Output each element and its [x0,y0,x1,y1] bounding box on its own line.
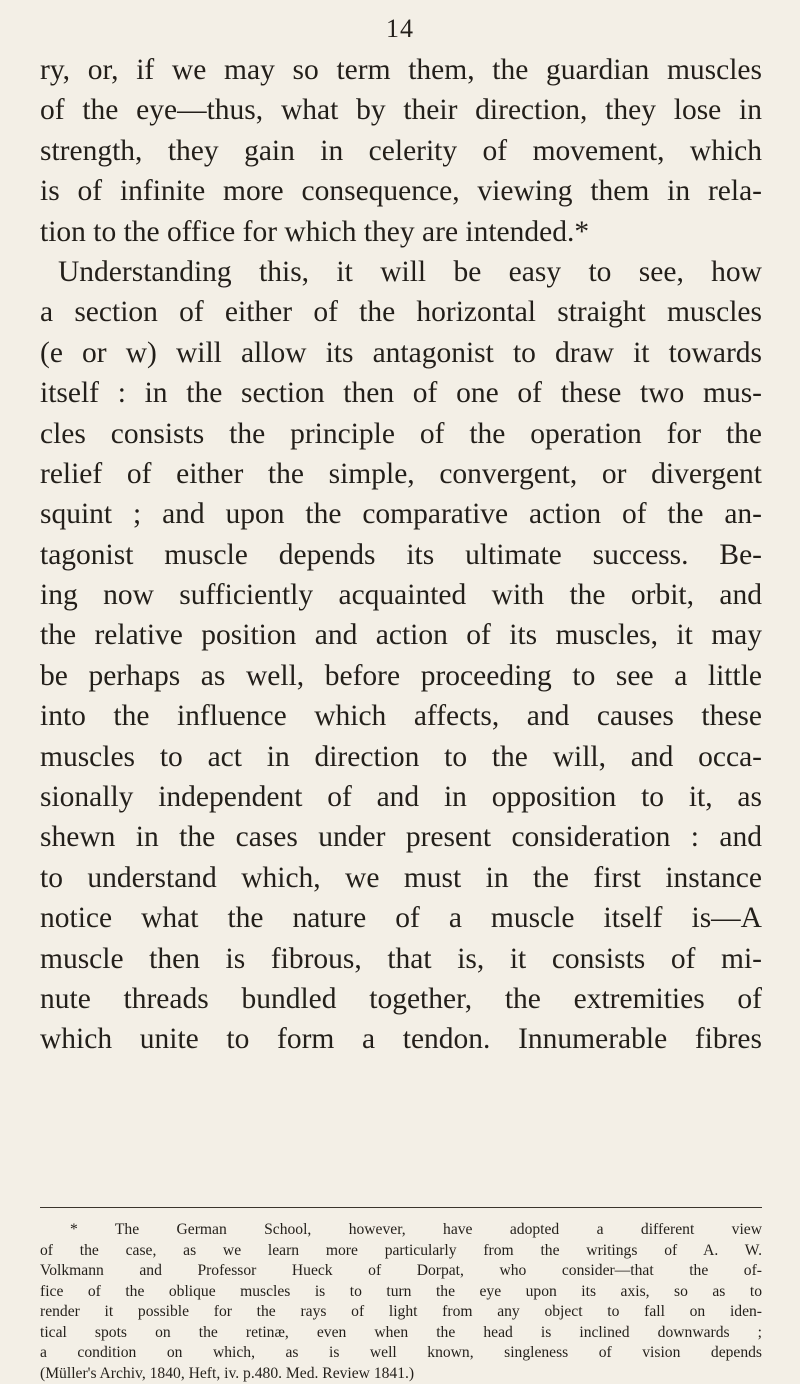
body-line: strength, they gain in celerity of movement, which [40,131,762,171]
body-line: tion to the office for which they are intended.* [40,212,762,252]
body-line: Understanding this, it will be easy to see, how [40,252,762,292]
footnote-line: render it possible for the rays of light from any object to fall on iden- [40,1302,762,1323]
body-line: a section of either of the horizontal straight muscles [40,292,762,332]
body-line: relief of either the simple, convergent, or divergent [40,454,762,494]
body-line: which unite to form a tendon. Innumerable fibres [40,1019,762,1059]
body-line: to understand which, we must in the first instance [40,858,762,898]
body-line: be perhaps as well, before proceeding to see a little [40,656,762,696]
footnote-line: a condition on which, as is well known, singleness of vision depends [40,1343,762,1364]
body-line: itself : in the section then of one of these two mus- [40,373,762,413]
page-number: 14 [0,14,800,44]
body-line: cles consists the principle of the operation for the [40,414,762,454]
footnote [40,1220,762,1384]
body-line: muscles to act in direction to the will, and occa- [40,737,762,777]
body-line: notice what the nature of a muscle itself is—A [40,898,762,938]
body-line: muscle then is fibrous, that is, it consists of mi- [40,939,762,979]
footnote-line: * The German School, however, have adopted a different view [40,1220,762,1241]
footnote-line: (Müller's Archiv, 1840, Heft, iv. p.480. Med. Review 1841.) [40,1364,762,1384]
footnote-line: fice of the oblique muscles is to turn the eye upon its axis, so as to [40,1282,762,1303]
body-line: sionally independent of and in opposition to it, as [40,777,762,817]
body-line: into the influence which affects, and causes these [40,696,762,736]
body-line: (e or w) will allow its antagonist to draw it towards [40,333,762,373]
body-text [40,50,762,1060]
footnote-line: of the case, as we learn more particularly from the writings of A. W. [40,1241,762,1262]
footnote-divider [40,1207,762,1208]
footnote-line: tical spots on the retinæ, even when the head is inclined downwards ; [40,1323,762,1344]
body-line: shewn in the cases under present consideration : and [40,817,762,857]
body-line: the relative position and action of its muscles, it may [40,615,762,655]
body-line: ing now sufficiently acquainted with the orbit, and [40,575,762,615]
body-line: is of infinite more consequence, viewing them in rela- [40,171,762,211]
body-line: tagonist muscle depends its ultimate success. Be- [40,535,762,575]
body-line: ry, or, if we may so term them, the guardian muscles [40,50,762,90]
body-line: squint ; and upon the comparative action of the an- [40,494,762,534]
footnote-line: Volkmann and Professor Hueck of Dorpat, who consider—that the of- [40,1261,762,1282]
body-line: of the eye—thus, what by their direction, they lose in [40,90,762,130]
body-line: nute threads bundled together, the extremities of [40,979,762,1019]
